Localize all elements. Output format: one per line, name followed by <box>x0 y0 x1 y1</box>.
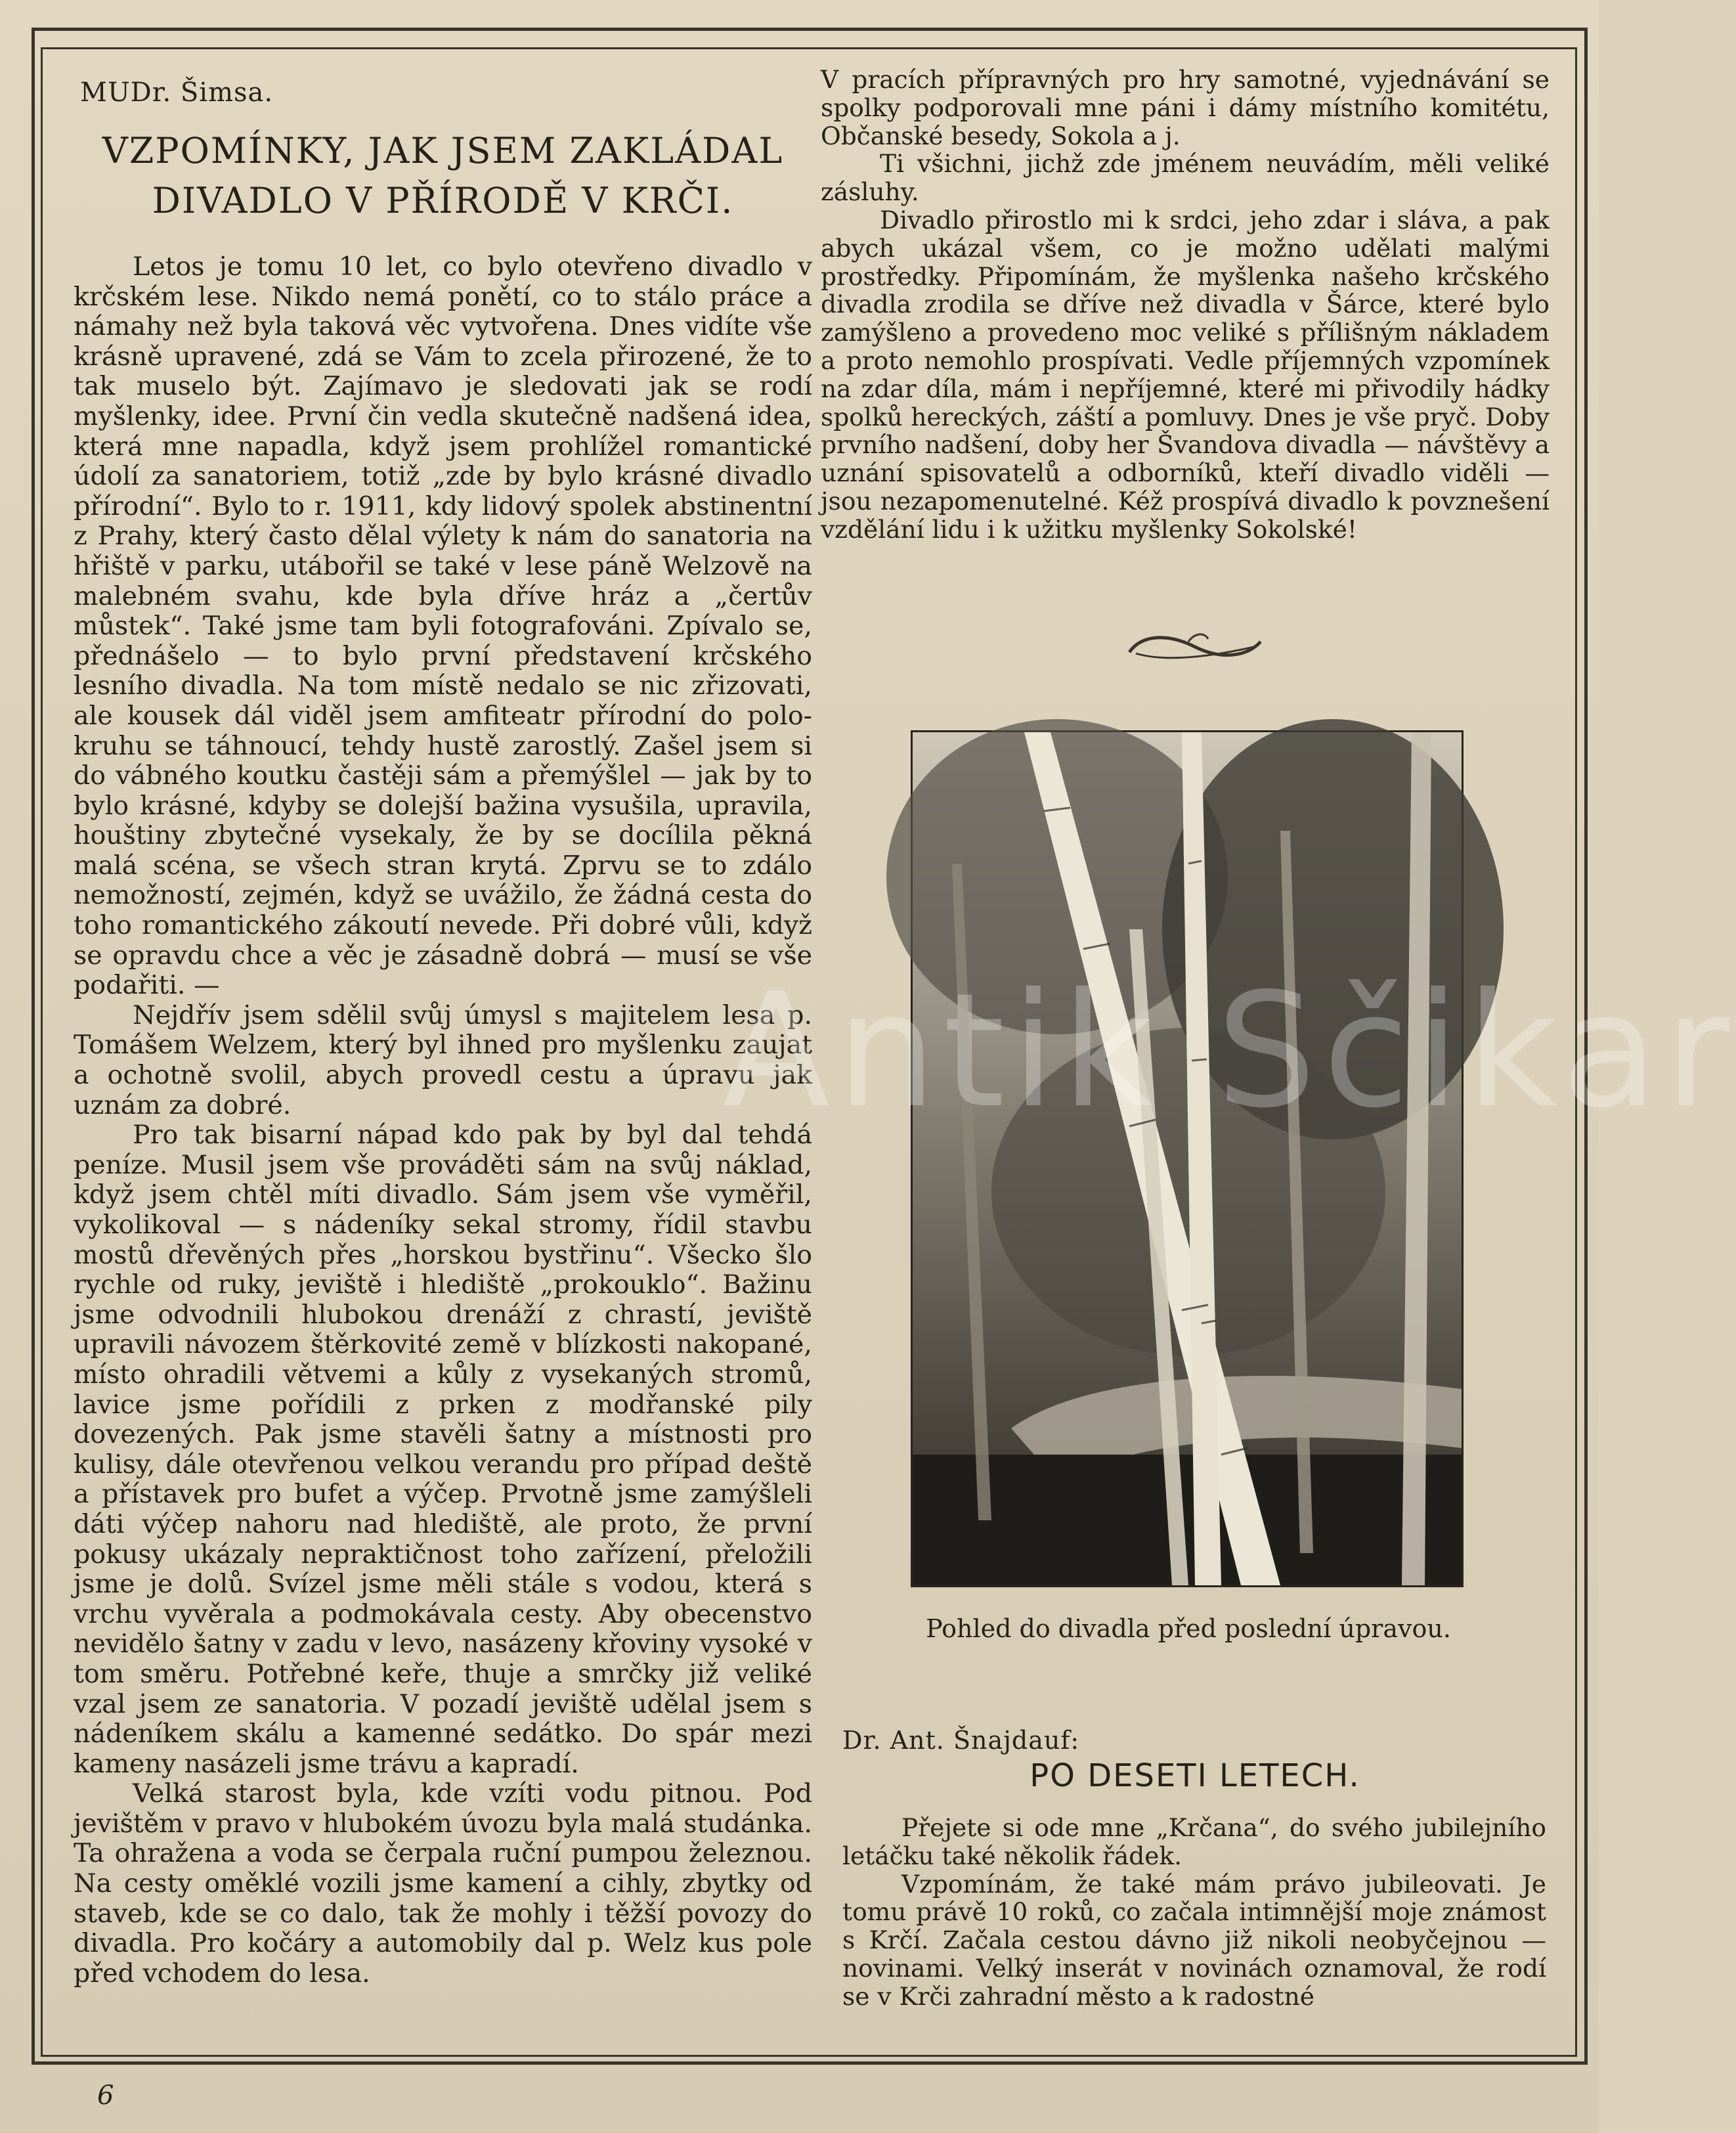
birch-forest-image <box>913 732 1462 1585</box>
paragraph-4: Velká starost byla, kde vzíti vodu pitnou. Pod jevištěm v pravo v hlubokém úvozu byla malá studánka. Ta ohražena a voda se čerpala ruční pumpou železnou. Na cesty oměklé vozili jsme kamení a cihly, zbytky od staveb, kde se co dalo, tak že mohly i těžší povozy do divadla. Pro kočáry a automobily dal p. Welz kus pole před vchodem do lesa. <box>74 1778 812 1989</box>
paragraph-5: V pracích přípravných pro hry samotné, vyjednávání se spolky podporovali mne páni i dámy místního komitétu, Občanské besedy, Sokola a j. <box>821 65 1550 150</box>
article-title-line-2: DIVADLO V PŘÍRODĚ V KRČI. <box>152 180 734 221</box>
watermark: Antik Sčikar <box>722 959 1736 1143</box>
article-author: MUDr. Šimsa. <box>80 77 274 108</box>
article-title <box>74 126 812 226</box>
ornament-divider <box>1123 627 1267 663</box>
paragraph-7: Divadlo přirostlo mi k srdci, jeho zdar i sláva, a pak abych ukázal všem, co je možno udělati malými prostředky. Připomínám, že myšlenka našeho krčského divadla zrodila se dříve než divadla v Šárce, které bylo zamýšleno a provedeno moc veliké s přílišným nákladem a proto nemohlo prospívati. Vedle příjemných vzpomínek na zdar díla, mám i nepříjemné, které mi přivodily hádky spolků hereckých, záští a pomluvy. Dnes je vše pryč. Doby prvního nadšení, doby her Švandova divadla — návštěvy a uznání spisovatelů a odborníků, kteří divadlo viděli — jsou nezapomenutelné. Kéž prospívá divadlo k povznešení vzdělání lidu i k užitku myšlenky Sokolské! <box>821 205 1550 544</box>
second-article-body <box>842 1814 1546 2011</box>
second-article-title: PO DESETI LETECH. <box>1030 1757 1360 1794</box>
paragraph-6: Ti všichni, jichž zde jménem neuvádím, měli veliké zásluhy. <box>821 149 1550 207</box>
paragraph-1: Letos je tomu 10 let, co bylo otevřeno divadlo v krčském lese. Nikdo nemá ponětí, co to stálo práce a námahy než byla taková věc vytvořena. Dnes vidíte vše krásně upravené, zdá se Vám to zcela přirozené, že to tak muselo být. Zajímavo je sledovati jak se rodí myšlenky, idee. První čin vedla skutečně nadšená idea, která mne napadla, když jsem prohlížel romantické údolí za sanatoriem, totiž „zde by bylo krásné divadlo přírodní“. Bylo to r. 1911, kdy lidový spolek abstinentní z Prahy, který často dělal výlety k nám do sanatoria na hřiště v parku, utábořil se také v lese páně Welzově na malebném svahu, kde byla dříve hráz a „čertův můstek“. Také jsme tam byli fotografováni. Zpívalo se, přednášelo — to bylo první představení krčského lesního divadla. Na tom místě nedalo se nic zřizovati, ale kousek dál viděl jsem amfiteatr přírodní do polokruhu se táhnoucí, tehdy hustě zarostlý. Zašel jsem si do vábného koutku častěji sám a přemýšlel — jak by to bylo krásné, kdyby se dolejší bažina vysušila, upravila, houštiny zbytečné vysekaly, že by se docílila pěkná malá scéna, se všech stran krytá. Zprvu se to zdálo nemožností, zejmén, když se uvážilo, že žádná cesta do toho romantického zákoutí nevede. Při dobré vůli, když se opravdu chce a věc je zásadně dobrá — musí se vše podařiti. — <box>74 252 812 1001</box>
article-left-column <box>74 77 812 1989</box>
article-right-column <box>821 66 1550 544</box>
second-paragraph-2: Vzpomínám, že také mám právo jubileovati. Je tomu právě 10 roků, co začala intimnější moje známost s Krčí. Začala cestou dávno již nikoli neobyčejnou — novinami. Velký inserát v novinách oznamoval, že rodí se v Krči zahradní město a k radostné <box>842 1869 1546 2011</box>
paragraph-2: Nejdřív jsem sdělil svůj úmysl s majitelem lesa p. Tomášem Welzem, který byl ihned pro myšlenku zaujat a ochotně svolil, abych provedl cestu a úpravu jak uznám za dobré. <box>74 1000 812 1120</box>
paragraph-3: Pro tak bisarní nápad kdo pak by byl dal tehdá peníze. Musil jsem vše prováděti sám na svůj náklad, když jsem chtěl míti divadlo. Sám jsem vše vyměřil, vykolikoval — s nádeníky sekal stromy, řídil stavbu mostů dřevěných přes „horskou bystřinu“. Všecko šlo rychle od ruky, jeviště i hlediště „prokouklo“. Bažinu jsme odvodnili hlubokou drenáží z chrastí, jeviště upravili návozem štěrkovité země v blízkosti nakopané, místo ohradili větvemi a kůly z vysekaných stromů, lavice jsme pořídili z prken z modřanské pily dovezených. Pak jsme stavěli šatny a místnosti pro kulisy, dále otevřenou velkou verandu pro případ deště a přístavek pro bufet a výčep. Prvotně jsme zamýšleli dáti výčep nahoru nad hlediště, ale proto, že první pokusy ukázaly nepraktičnost toho zařízení, přeložili jsme je dolů. Svízel jsme měli stále s vodou, která s vrchu vyvěrala a podmokávala cesty. Aby obecenstvo nevidělo šatny v zadu v levo, nasázeny křoviny vysoké v tom směru. Potřebné keře, thuje a smrčky již veliké vzal jsem ze sanatoria. V pozadí jeviště udělal jsem s nádeníkem skálu a kamenné sedátko. Do spár mezi kameny nasázeli jsme trávu a kapradí. <box>74 1120 812 1779</box>
photo-caption: Pohled do divadla před poslední úpravou. <box>926 1614 1451 1643</box>
article-title-line-1: VZPOMÍNKY, JAK JSEM ZAKLÁDAL <box>102 130 784 171</box>
theatre-photograph <box>911 730 1464 1587</box>
second-article-author: Dr. Ant. Šnajdauf: <box>842 1726 1080 1755</box>
page-number: 6 <box>97 2080 114 2111</box>
second-paragraph-1: Přejete si ode mne „Krčana“, do svého jubilejního letáčku také několik řádek. <box>842 1813 1546 1870</box>
